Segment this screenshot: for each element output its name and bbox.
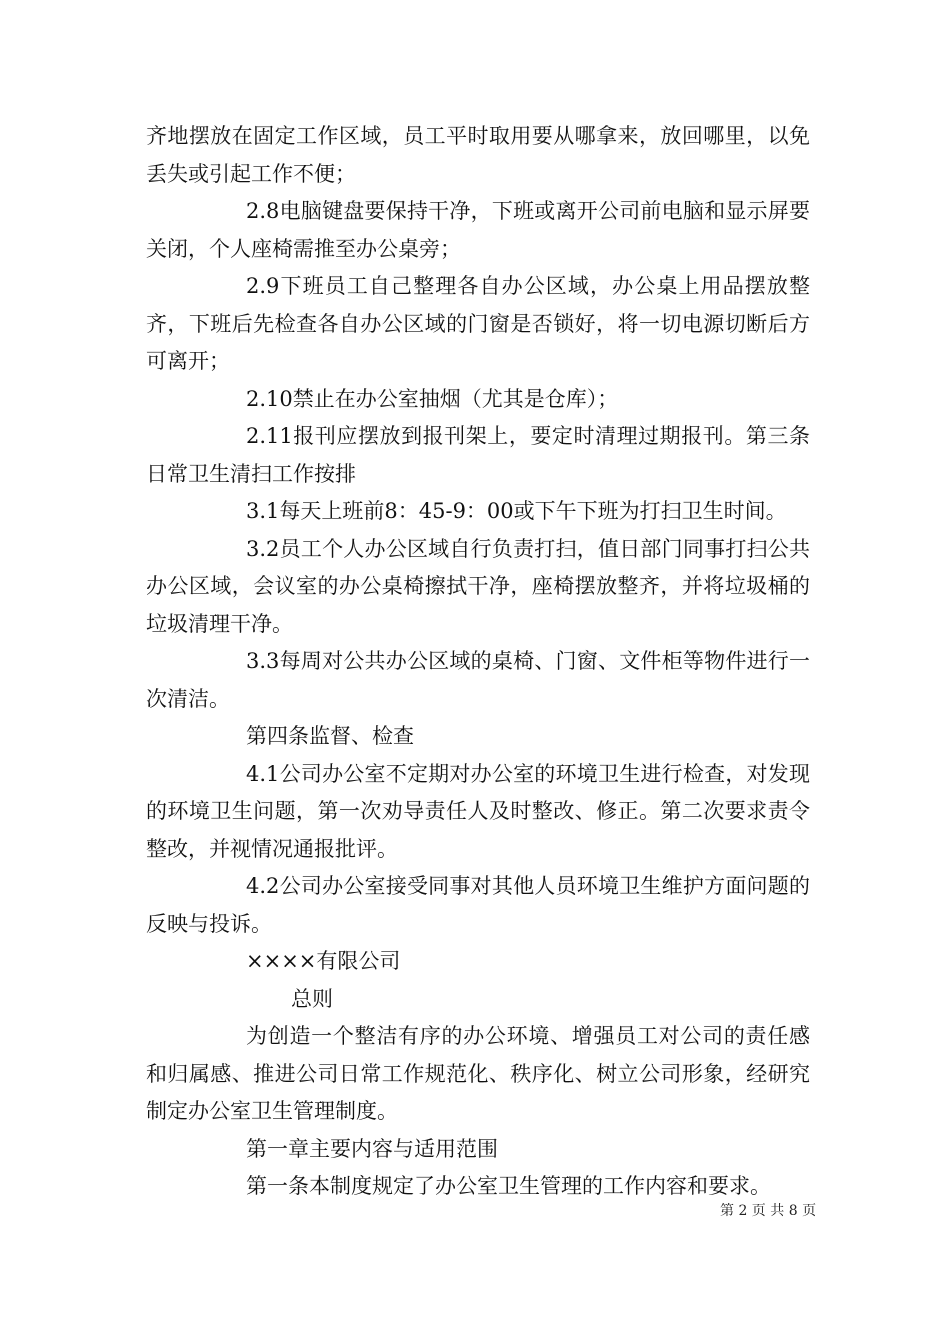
paragraph-2-8: 2.8电脑键盘要保持干净，下班或离开公司前电脑和显示屏要关闭，个人座椅需推至办公桌旁；	[146, 199, 810, 261]
paragraph-2-9: 2.9下班员工自己整理各自办公区域，办公桌上用品摆放整齐，下班后先检查各自办公区域的门窗是否锁好，将一切电源切断后方可离开；	[146, 274, 810, 373]
paragraph-2-11: 2.11报刊应摆放到报刊架上，要定时清理过期报刊。第三条日常卫生清扫工作按排	[146, 424, 810, 486]
paragraph-3-2: 3.2员工个人办公区域自行负责打扫，值日部门同事打扫公共办公区域，会议室的办公桌椅擦拭干净，座椅摆放整齐，并将垃圾桶的垃圾清理干净。	[146, 536, 810, 636]
chapter-heading-1: 第一章主要内容与适用范围	[246, 1136, 498, 1161]
section-heading-general: 总则	[291, 986, 333, 1011]
paragraph-3-3: 3.3每周对公共办公区域的桌椅、门窗、文件柜等物件进行一次清洁。	[146, 649, 810, 711]
section-heading-article-4: 第四条监督、检查	[246, 724, 414, 748]
page-number-footer: 第 2 页 共 8 页	[720, 1203, 817, 1219]
paragraph-continuation: 齐地摆放在固定工作区域，员工平时取用要从哪拿来，放回哪里，以免丢失或引起工作不便；	[146, 124, 810, 186]
paragraph-article-1: 第一条本制度规定了办公室卫生管理的工作内容和要求。	[246, 1174, 771, 1198]
paragraph-2-10: 2.10禁止在办公室抽烟（尤其是仓库）；	[246, 386, 619, 411]
document-body	[146, 118, 810, 1206]
paragraph-4-2: 4.2公司办公室接受同事对其他人员环境卫生维护方面问题的反映与投诉。	[146, 874, 810, 936]
paragraph-4-1: 4.1公司办公室不定期对办公室的环境卫生进行检查，对发现的环境卫生问题，第一次劝导责任人及时整改、修正。第二次要求责令整改，并视情况通报批评。	[146, 761, 810, 861]
company-name: ××××有限公司	[246, 949, 401, 973]
paragraph-purpose: 为创造一个整洁有序的办公环境、增强员工对公司的责任感和归属感、推进公司日常工作规范化、秩序化、树立公司形象，经研究制定办公室卫生管理制度。	[146, 1024, 810, 1123]
paragraph-3-1: 3.1每天上班前8：45-9：00或下午下班为打扫卫生时间。	[246, 499, 787, 523]
